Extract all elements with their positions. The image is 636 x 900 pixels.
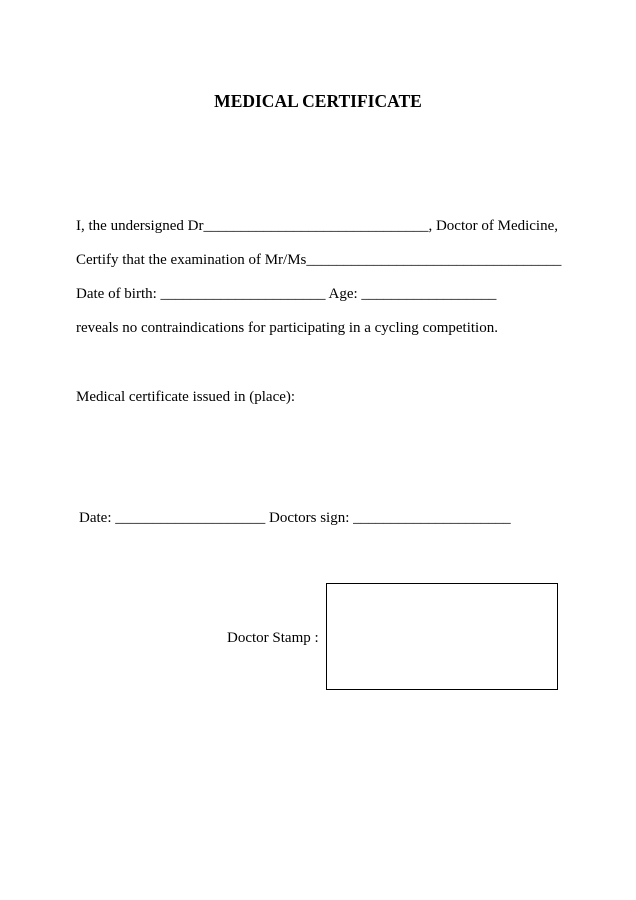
contraindications-statement: reveals no contraindications for participating in a cycling competition. <box>76 320 498 336</box>
patient-name-line: Certify that the examination of Mr/Ms__________________________________ <box>76 252 562 268</box>
birth-age-line: Date of birth: ______________________ Age: __________________ <box>76 286 497 302</box>
page-title: MEDICAL CERTIFICATE <box>214 91 422 111</box>
issued-place-line: Medical certificate issued in (place): <box>76 389 296 405</box>
doctor-stamp-box <box>326 583 558 690</box>
doctor-name-line: I, the undersigned Dr______________________________, Doctor of Medicine, <box>76 218 559 234</box>
date-sign-line: Date: ____________________ Doctors sign: _____________________ <box>79 510 511 526</box>
doctor-stamp-label: Doctor Stamp : <box>227 630 319 646</box>
